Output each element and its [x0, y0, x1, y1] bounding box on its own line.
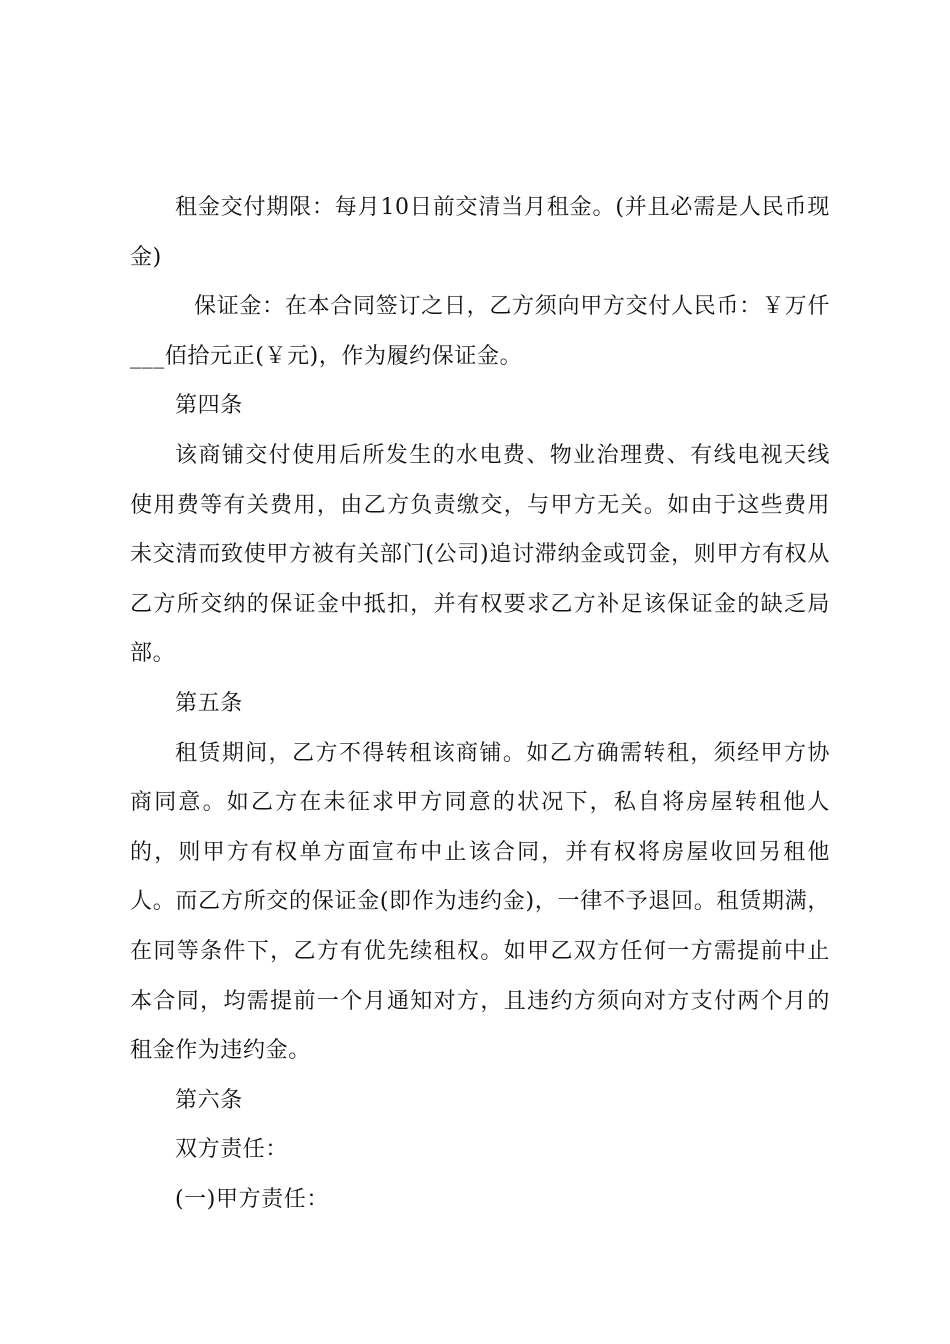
mutual-responsibilities-heading: 双方责任： — [175, 1137, 289, 1163]
article-5-paragraph: 租赁期间，乙方不得转租该商铺。如乙方确需转租，须经甲方协商同意。如乙方在未征求甲方同意的状况下，私自将房屋转租他人的，则甲方有权单方面宣布中止该合同，并有权将房屋收回另租他人。而乙方所交的保证金(即作为违约金)，一律不予退回。租赁期满，在同等条件下，乙方有优先续租权。如甲乙双方任何一方需提前中止本合同，均需提前一个月通知对方，且违约方须向对方支付两个月的租金作为违约金。 — [130, 740, 830, 1064]
article-4-paragraph: 该商铺交付使用后所发生的水电费、物业治理费、有线电视天线使用费等有关费用，由乙方负责缴交，与甲方无关。如由于这些费用未交清而致使甲方被有关部门(公司)追讨滞纳金或罚金，则甲方有权从乙方所交纳的保证金中抵扣，并有权要求乙方补足该保证金的缺乏局部。 — [130, 442, 830, 667]
deposit-paragraph: 保证金：在本合同签订之日，乙方须向甲方交付人民币：￥万仟___佰拾元正(￥元)，作为履约保证金。 — [130, 294, 830, 369]
rent-payment-deadline-paragraph: 租金交付期限：每月10日前交清当月租金。(并且必需是人民币现金) — [130, 195, 830, 270]
article-5-heading: 第五条 — [175, 690, 243, 716]
document-body — [130, 183, 830, 1224]
article-4-heading: 第四条 — [175, 393, 243, 419]
article-6-heading: 第六条 — [175, 1087, 243, 1113]
party-a-responsibilities-heading: (一)甲方责任： — [175, 1186, 329, 1212]
